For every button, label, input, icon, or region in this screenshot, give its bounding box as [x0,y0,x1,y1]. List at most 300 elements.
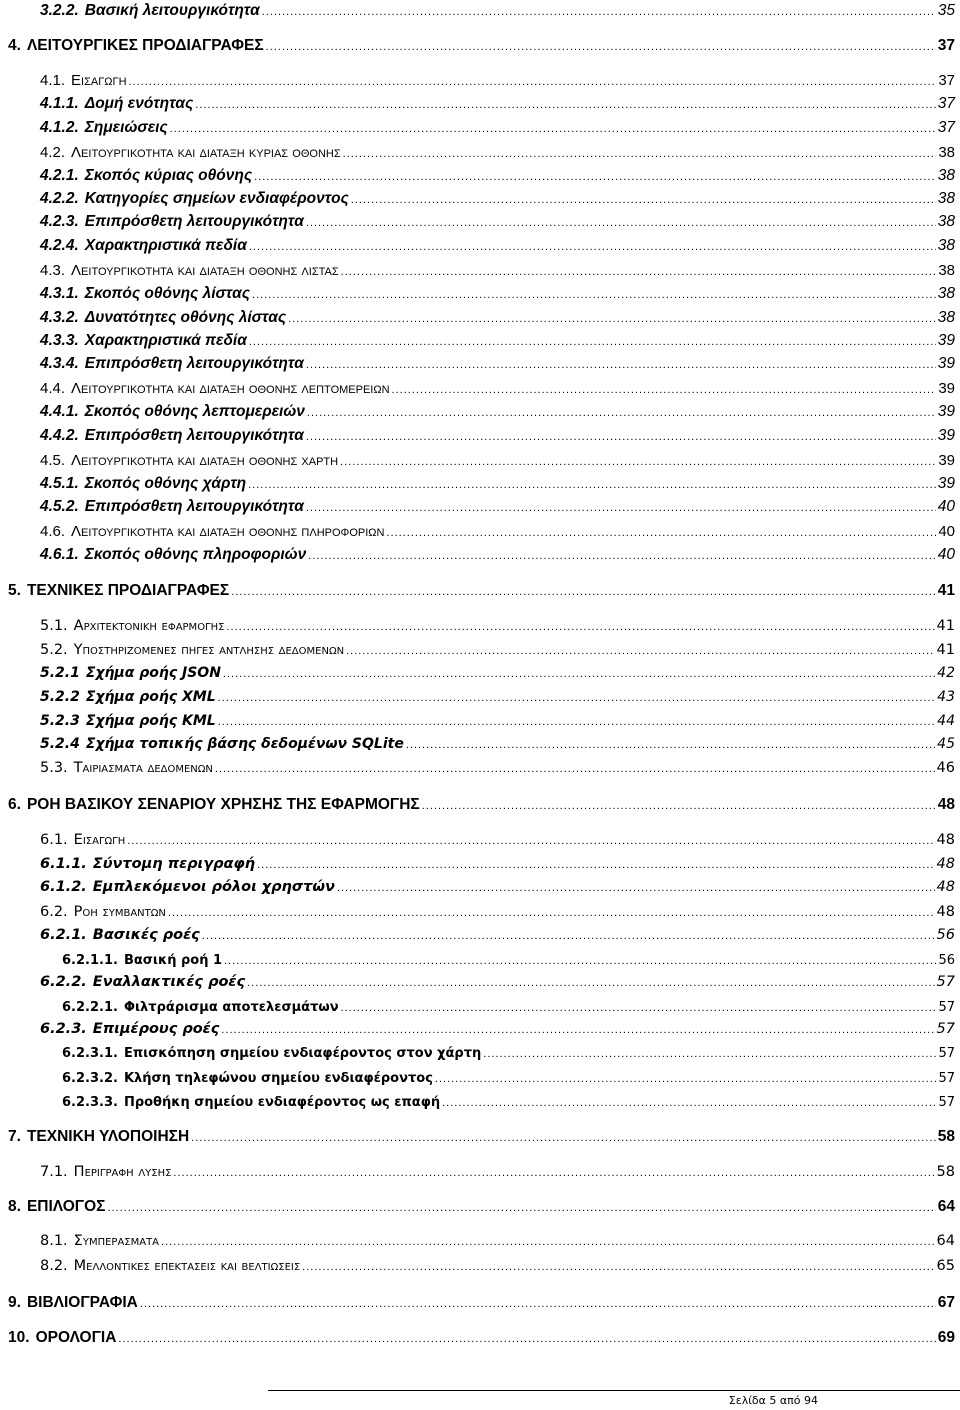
toc-entry-page: 48 [936,879,955,895]
toc-entry-number: 4. [8,37,21,54]
toc-entry-text: Σκοπός οθόνης πληροφοριών [84,546,307,563]
toc-entry[interactable] [40,309,955,327]
toc-entry-text: Βασικές ροές [92,927,200,943]
toc-entry-number: 5. [8,582,21,599]
toc-dot-leader [127,835,934,847]
toc-dot-leader [406,739,935,751]
toc-entry[interactable] [40,237,955,255]
toc-entry-text: Αρχιτεκτονικη εφαρμογης [73,618,225,634]
toc-dot-leader [224,955,936,967]
toc-dot-leader [195,99,935,111]
toc-entry[interactable] [40,760,955,776]
toc-dot-leader [223,668,935,680]
toc-entry[interactable] [40,119,955,137]
toc-dot-leader [249,241,936,253]
toc-entry[interactable] [40,736,955,752]
toc-entry-number: 4.2.1. [40,167,79,184]
toc-entry-number: 3.2.2. [40,2,79,19]
toc-entry-text: Ταιριασματα δεδομενων [73,760,213,776]
toc-entry-page: 41 [937,582,955,599]
toc-entry[interactable] [40,665,955,681]
toc-entry-page: 39 [937,355,955,372]
toc-entry-text: Μελλοντικες επεκτασεις και βελτιωσεις [73,1258,301,1274]
toc-entry[interactable] [40,95,955,113]
toc-entry-number: 8.2. [40,1258,68,1274]
toc-entry[interactable] [8,1128,955,1146]
toc-dot-leader [249,336,936,348]
toc-entry[interactable] [40,832,955,848]
toc-entry-number: 4.6. [40,523,66,540]
toc-entry-page: 37 [938,72,955,89]
toc-entry[interactable] [40,213,955,231]
toc-entry-title [40,285,250,303]
toc-entry-title [40,974,245,990]
toc-entry-page: 57 [936,1021,955,1037]
toc-entry-text: Προθήκη σημείου ενδιαφέροντος ως επαφή [123,1095,441,1110]
toc-dot-leader [341,1002,937,1014]
toc-entry[interactable] [40,642,955,658]
toc-entry-text: Δομή ενότητας [84,95,194,112]
toc-entry-title [40,427,304,445]
toc-entry-text: Σχήμα ροής JSON [85,665,221,681]
toc-entry-number: 6.2.3.1. [62,1046,118,1061]
toc-entry-number: 9. [8,1294,21,1311]
toc-entry-page: 39 [937,427,955,444]
toc-dot-leader [392,384,937,396]
toc-entry-page: 38 [937,309,955,326]
toc-entry-number: 8.1. [40,1233,68,1249]
toc-entry-number: 4.1.1. [40,95,79,112]
toc-entry-title [40,2,260,20]
toc-entry-page: 64 [936,1233,955,1249]
toc-dot-leader [386,527,936,539]
toc-entry-text: Επιπρόσθετη λειτουργικότητα [84,213,304,230]
toc-dot-leader [288,313,936,325]
toc-entry[interactable] [40,689,955,705]
toc-entry-text: Σχήμα ροής XML [85,689,216,705]
toc-entry-number: 6. [8,796,21,813]
toc-entry[interactable] [40,879,955,895]
toc-entry-number: 4.4.1. [40,403,79,420]
toc-entry[interactable] [40,190,955,208]
toc-dot-leader [343,148,937,160]
toc-entry-title [8,1329,116,1347]
toc-entry-page: 48 [936,832,955,848]
toc-entry-page: 56 [938,953,955,968]
toc-entry-title [8,1294,138,1312]
toc-entry-number: 4.4.2. [40,427,79,444]
toc-dot-leader [302,1261,934,1273]
toc-entry-text: Βασική ροή 1 [123,953,223,968]
toc-dot-leader [337,882,935,894]
toc-entry[interactable] [62,1000,955,1015]
footer-divider [268,1390,960,1391]
toc-dot-leader [306,431,936,443]
toc-entry-page: 64 [937,1198,955,1215]
toc-entry-page: 38 [938,144,955,161]
toc-dot-leader [252,289,936,301]
toc-entry-number: 5.3. [40,760,68,776]
toc-dot-leader [247,977,934,989]
toc-entry-page: 38 [938,262,955,279]
toc-entry-title [40,452,338,469]
toc-entry-page: 67 [937,1294,955,1311]
toc-entry-text: Εισαγωγη [73,832,126,848]
toc-entry-text: Δυνατότητες οθόνης λίστας [84,309,287,326]
toc-dot-leader [218,716,935,728]
toc-dot-leader [231,586,936,598]
toc-dot-leader [248,479,936,491]
toc-dot-leader [341,266,937,278]
toc-entry-title [40,618,224,634]
toc-entry-page: 39 [937,403,955,420]
toc-entry[interactable] [40,1021,955,1037]
toc-entry-number: 4.3.3. [40,332,79,349]
toc-entry[interactable] [40,546,955,564]
toc-entry-page: 37 [937,37,955,54]
toc-entry-title [40,213,304,231]
toc-entry-number: 6.2.1.1. [62,953,118,968]
toc-entry-page: 40 [937,546,955,563]
toc-entry-title [40,119,168,137]
toc-entry[interactable] [40,332,955,350]
toc-entry-text: Περιγραφη λυσης [73,1164,172,1180]
toc-dot-leader [168,907,935,919]
toc-entry[interactable] [40,355,955,373]
toc-dot-leader [215,763,935,775]
toc-entry[interactable] [40,1258,955,1274]
toc-entry-text: Σχήμα τοπικής βάσης δεδομένων SQLite [85,736,404,752]
toc-entry-text: Σκοπός κύριας οθόνης [84,167,253,184]
toc-entry[interactable] [62,1046,955,1061]
toc-dot-leader [129,76,937,88]
toc-entry-page: 38 [937,190,955,207]
toc-dot-leader [226,621,934,633]
toc-entry[interactable] [40,904,955,920]
toc-entry-text: Ροη συμβαντων [73,904,166,920]
toc-entry-title [40,642,344,658]
toc-entry-page: 41 [936,618,955,634]
toc-entry-page: 44 [937,713,955,729]
toc-dot-leader [306,359,936,371]
toc-entry[interactable] [62,1071,955,1086]
toc-entry-number: 4.5. [40,452,66,469]
toc-entry-text: Επισκόπηση σημείου ενδιαφέροντος στον χάρτη [123,1046,482,1061]
toc-entry[interactable] [40,403,955,421]
toc-entry-page: 38 [937,167,955,184]
toc-entry[interactable] [40,72,955,89]
toc-entry-text: Φιλτράρισμα αποτελεσμάτων [123,1000,339,1015]
toc-entry-title [40,1233,159,1249]
toc-entry[interactable] [40,2,955,20]
toc-entry-title [8,582,229,600]
toc-dot-leader [308,550,936,562]
toc-entry-text: Εναλλακτικές ροές [92,974,246,990]
toc-entry-page: 57 [938,1046,955,1061]
toc-entry-number: 5.2.1 [40,665,80,681]
toc-entry-page: 42 [937,665,955,681]
toc-entry-number: 4.2.4. [40,237,79,254]
toc-entry-page: 57 [938,1000,955,1015]
toc-entry-page: 39 [937,332,955,349]
toc-entry-page: 57 [936,974,955,990]
toc-entry-title [40,879,335,895]
toc-entry-title [40,167,252,185]
toc-entry-text: ΛΕΙΤΟΥΡΓΙΚΕΣ ΠΡΟΔΙΑΓΡΑΦΕΣ [26,37,264,54]
toc-dot-leader [422,800,936,812]
toc-entry-title [40,689,216,705]
toc-entry-text: ΤΕΧΝΙΚΗ ΥΛΟΠΟΙΗΣΗ [26,1128,190,1145]
toc-entry-text: Σύντομη περιγραφή [92,856,256,872]
toc-entry-page: 38 [937,237,955,254]
toc-entry[interactable] [40,1164,955,1180]
toc-entry-page: 38 [937,213,955,230]
toc-entry-text: Σκοπός οθόνης χάρτη [84,475,247,492]
toc-entry-number: 4.5.1. [40,475,79,492]
toc-entry-page: 39 [938,380,955,397]
toc-entry-page: 48 [937,796,955,813]
toc-entry-title [40,498,304,516]
toc-entry-page: 48 [936,856,955,872]
toc-entry-page: 40 [938,523,955,540]
toc-entry-number: 4.3. [40,262,66,279]
toc-entry-page: 48 [936,904,955,920]
toc-entry-title [40,760,213,776]
toc-entry[interactable] [40,144,955,161]
toc-entry-number: 4.1. [40,72,66,89]
toc-entry-page: 56 [936,927,955,943]
toc-dot-leader [257,859,934,871]
toc-entry-number: 5.2.4 [40,736,80,752]
toc-dot-leader [306,502,936,514]
toc-entry-text: Σκοπός οθόνης λίστας [84,285,251,302]
toc-entry-number: 6.2.3.2. [62,1071,118,1086]
toc-entry-text: Λειτουργικοτητα και διαταξη κυριας οθονης [71,144,341,161]
toc-entry-text: Σχήμα ροής KML [85,713,216,729]
toc-entry-text: Λειτουργικοτητα και διαταξη οθονης πληροφοριων [71,523,385,540]
toc-entry-page: 58 [937,1128,955,1145]
toc-entry-number: 4.5.2. [40,498,79,515]
toc-entry-text: Επιπρόσθετη λειτουργικότητα [84,355,304,372]
toc-entry-title [40,72,127,89]
toc-entry-title [8,796,420,814]
toc-entry[interactable] [8,1198,955,1216]
toc-dot-leader [307,407,936,419]
toc-entry-number: 5.2.2 [40,689,80,705]
toc-entry-page: 39 [937,475,955,492]
toc-dot-leader [483,1048,936,1060]
toc-entry[interactable] [40,380,955,397]
toc-dot-leader [191,1132,936,1144]
toc-entry-page: 37 [937,95,955,112]
toc-entry[interactable] [40,523,955,540]
toc-entry[interactable] [40,427,955,445]
toc-entry-text: Χαρακτηριστικά πεδία [84,332,247,349]
toc-entry-title [40,237,247,255]
page-number-footer: Σελίδα 5 από 94 [728,1394,818,1407]
toc-entry[interactable] [62,953,955,968]
toc-entry-title [8,1128,189,1146]
toc-dot-leader [140,1298,936,1310]
toc-entry-page: 38 [937,285,955,302]
toc-dot-leader [161,1236,935,1248]
toc-entry-number: 6.2.1. [40,927,87,943]
toc-dot-leader [435,1073,937,1085]
toc-entry-page: 45 [937,736,955,752]
toc-dot-leader [266,41,936,53]
toc-entry-number: 4.4. [40,380,66,397]
toc-entry-title [40,355,304,373]
toc-entry-text: Υποστηριζομενες πηγες αντλησης δεδομενων [73,642,345,658]
toc-entry-title [40,1164,171,1180]
toc-entry-number: 6.1. [40,832,68,848]
toc-entry-text: Χαρακτηριστικά πεδία [84,237,247,254]
toc-entry-title [40,832,125,848]
toc-entry[interactable] [40,1233,955,1249]
toc-entry-title [62,1071,433,1086]
toc-entry-title [40,856,255,872]
toc-entry-text: ΤΕΧΝΙΚΕΣ ΠΡΟΔΙΑΓΡΑΦΕΣ [26,582,230,599]
toc-entry-page: 37 [937,119,955,136]
toc-entry-title [40,523,384,540]
toc-dot-leader [442,1097,936,1109]
toc-entry-number: 4.6.1. [40,546,79,563]
toc-entry-number: 6.2.2.1. [62,1000,118,1015]
toc-entry-title [8,37,264,55]
toc-entry-number: 5.1. [40,618,68,634]
toc-entry-page: 57 [938,1071,955,1086]
toc-dot-leader [170,123,936,135]
toc-entry-page: 65 [936,1258,955,1274]
toc-entry-page: 41 [936,642,955,658]
toc-entry-title [40,1258,300,1274]
toc-entry-number: 7.1. [40,1164,68,1180]
toc-entry-text: Εμπλεκόμενοι ρόλοι χρηστών [92,879,335,895]
toc-entry-text: ΒΙΒΛΙΟΓΡΑΦΙΑ [26,1294,138,1311]
toc-entry[interactable] [40,713,955,729]
toc-entry-title [40,736,404,752]
toc-dot-leader [306,217,936,229]
toc-entry-title [40,380,390,397]
toc-entry-title [40,262,339,279]
toc-entry-number: 6.2. [40,904,68,920]
toc-dot-leader [262,6,936,18]
toc-dot-leader [221,1024,934,1036]
toc-entry-text: ΕΠΙΛΟΓΟΣ [26,1198,106,1215]
toc-entry-text: Σημειώσεις [84,119,168,136]
toc-entry-number: 6.1.1. [40,856,87,872]
toc-entry-number: 4.2.3. [40,213,79,230]
toc-entry-number: 5.2. [40,642,68,658]
toc-entry-title [40,713,216,729]
toc-entry-number: 4.3.1. [40,285,79,302]
toc-entry-text: Επιπρόσθετη λειτουργικότητα [84,498,304,515]
toc-entry-title [40,95,193,113]
toc-entry[interactable] [40,498,955,516]
toc-entry[interactable] [40,856,955,872]
toc-entry[interactable] [8,796,955,814]
toc-entry-text: ΡΟΗ ΒΑΣΙΚΟΥ ΣΕΝΑΡΙΟΥ ΧΡΗΣΗΣ ΤΗΣ ΕΦΑΡΜΟΓΗΣ [26,796,420,813]
toc-dot-leader [340,456,936,468]
toc-entry[interactable] [40,475,955,493]
toc-entry-title [8,1198,105,1216]
toc-entry-text: Συμπερασματα [73,1233,160,1249]
toc-entry-title [40,475,246,493]
toc-entry-number: 6.2.3.3. [62,1095,118,1110]
toc-entry-text: ΟΡΟΛΟΓΙΑ [35,1329,117,1346]
toc-entry-text: Λειτουργικοτητα και διαταξη οθονης λεπτομερειων [71,380,390,397]
toc-entry[interactable] [8,582,955,600]
toc-entry-title [40,927,200,943]
toc-entry-page: 58 [936,1164,955,1180]
toc-entry-title [40,546,306,564]
toc-entry-number: 4.1.2. [40,119,79,136]
toc-entry-number: 4.3.4. [40,355,79,372]
toc-entry[interactable] [40,927,955,943]
toc-entry-text: Επιμέρους ροές [92,1021,220,1037]
toc-entry[interactable] [62,1095,955,1110]
toc-entry-title [40,1021,219,1037]
toc-entry-text: Λειτουργικοτητα και διαταξη οθονης λιστας [71,262,339,279]
toc-entry-number: 4.2.2. [40,190,79,207]
toc-entry-number: 6.2.2. [40,974,87,990]
toc-entry-title [62,1095,440,1110]
toc-entry-number: 10. [8,1329,30,1346]
toc-entry[interactable] [40,262,955,279]
toc-entry-title [62,1000,339,1015]
toc-entry[interactable] [40,974,955,990]
toc-entry-number: 4.3.2. [40,309,79,326]
toc-entry-text: Λειτουργικοτητα και διαταξη οθονης χαρτη [71,452,339,469]
toc-entry-page: 35 [937,2,955,19]
toc-dot-leader [218,692,936,704]
toc-dot-leader [254,171,936,183]
toc-entry[interactable] [8,1294,955,1312]
toc-entry[interactable] [8,1329,955,1347]
toc-entry[interactable] [40,618,955,634]
toc-entry-title [40,144,341,161]
toc-entry-number: 7. [8,1128,21,1145]
toc-entry-page: 43 [937,689,955,705]
toc-entry-number: 8. [8,1198,21,1215]
toc-entry[interactable] [8,37,955,55]
toc-entry-text: Επιπρόσθετη λειτουργικότητα [84,427,304,444]
toc-entry-title [40,332,247,350]
toc-dot-leader [107,1202,935,1214]
toc-entry-title [40,190,349,208]
toc-entry-number: 5.2.3 [40,713,80,729]
toc-entry-text: Εισαγωγη [71,72,127,89]
toc-entry-text: Κατηγορίες σημείων ενδιαφέροντος [84,190,349,207]
toc-entry-title [62,953,222,968]
toc-entry[interactable] [40,167,955,185]
toc-dot-leader [202,930,935,942]
toc-entry-text: Σκοπός οθόνης λεπτομερειών [84,403,305,420]
toc-entry-number: 6.2.3. [40,1021,87,1037]
toc-dot-leader [346,645,934,657]
toc-dot-leader [173,1167,934,1179]
toc-entry-page: 69 [937,1329,955,1346]
toc-entry-text: Βασική λειτουργικότητα [84,2,260,19]
toc-entry-title [62,1046,481,1061]
toc-dot-leader [351,194,936,206]
toc-entry[interactable] [40,452,955,469]
toc-entry-text: Κλήση τηλεφώνου σημείου ενδιαφέροντος [123,1071,433,1086]
toc-entry-title [40,309,286,327]
toc-entry-page: 40 [937,498,955,515]
toc-entry[interactable] [40,285,955,303]
toc-entry-title [40,665,221,681]
